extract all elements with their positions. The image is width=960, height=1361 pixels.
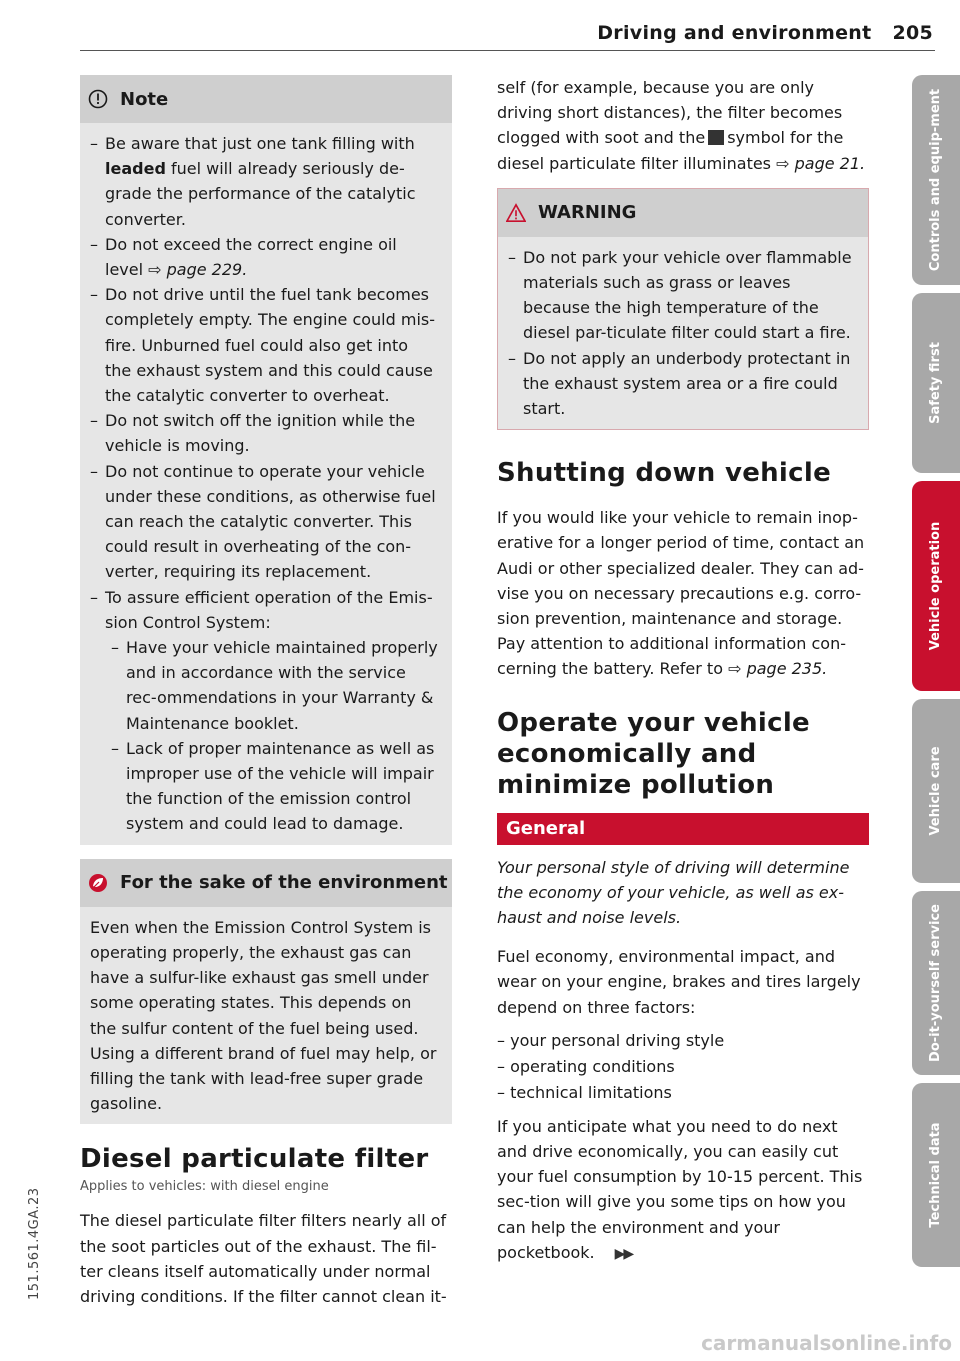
- warning-title: WARNING: [498, 189, 868, 237]
- right-column: [497, 75, 869, 1267]
- list-item: – technical limitations: [497, 1080, 869, 1106]
- continue-arrow-icon: ▶▶: [614, 1245, 633, 1262]
- general-bar: General: [497, 813, 869, 845]
- diesel-text-continued: self (for example, because you are only driving short distances), the filter becomes clogged with soot and the symbol for the diesel particulate filter illuminates ⇨ page 21.: [497, 78, 866, 173]
- environment-title: For the sake of the environment: [80, 859, 452, 907]
- list-item: – operating conditions: [497, 1054, 869, 1080]
- environment-text: Even when the Emission Control System is operating properly, the exhaust gas can have a sulfur-like exhaust gas smell under some operating states. This depends on the sulfur content of the fuel being used. Using a different brand of fuel may help, or filling the tank with lead-free super grade gasoline.: [90, 917, 437, 1114]
- page-reference-link[interactable]: ⇨ page 235.: [728, 659, 828, 679]
- watermark: carmanualsonline.info: [701, 1331, 952, 1355]
- list-subitem: – Have your vehicle maintained properly and in accordance with the service rec-ommendations in your Warranty & Maintenance booklet.: [90, 635, 438, 736]
- tab-vehicle-care[interactable]: Vehicle care: [912, 699, 960, 883]
- list-item: – To assure efficient operation of the Emis-sion Control System:: [90, 585, 438, 635]
- leaf-icon: [88, 873, 108, 893]
- header-divider: [80, 50, 935, 51]
- factors-list: [497, 1028, 869, 1106]
- list-item: – Do not apply an underbody protectant in the exhaust system area or a fire could start.: [508, 346, 854, 422]
- list-item: – Do not exceed the correct engine oil level ⇨ page 229.: [90, 232, 438, 282]
- page-number: 205: [892, 22, 933, 44]
- warning-box: [497, 188, 869, 430]
- tab-technical-data[interactable]: Technical data: [912, 1083, 960, 1267]
- info-circle-icon: [88, 89, 108, 109]
- list-item: – Do not switch off the ignition while the vehicle is moving.: [90, 408, 438, 458]
- warning-list: [508, 245, 854, 421]
- note-list: [90, 131, 438, 837]
- list-item: – your personal driving style: [497, 1028, 869, 1054]
- left-column: [80, 75, 452, 1309]
- diesel-heading: Diesel particulate filter: [80, 1144, 429, 1175]
- operate-heading: Operate your vehicle economically and minimize pollution: [497, 707, 810, 800]
- note-title: Note: [80, 75, 452, 123]
- margin-code: 151.561.4GA.23: [27, 1187, 42, 1300]
- list-item: – Do not drive until the fuel tank becomes completely empty. The engine could mis-fire. Unburned fuel could also get into the exhaust system and this could cause the catalytic converter to overheat.: [90, 282, 438, 408]
- list-item: – Do not park your vehicle over flammable materials such as grass or leaves because the high temperature of the diesel par-ticulate filter could start a fire.: [508, 245, 854, 346]
- page-header: [597, 22, 933, 44]
- environment-box: [80, 859, 452, 1125]
- list-item: – Do not continue to operate your vehicle under these conditions, as otherwise fuel can reach the catalytic converter. This could result in overheating of the con-verter, requiring its replacement.: [90, 459, 438, 585]
- section-title: Driving and environment: [597, 22, 872, 44]
- page-reference-link[interactable]: ⇨ page 229.: [148, 260, 248, 280]
- diesel-text: The diesel particulate filter filters nearly all of the soot particles out of the exhaust. The fil-ter cleans itself automatically under normal driving conditions. If the filter cannot clean it-: [80, 1211, 447, 1306]
- tab-controls[interactable]: Controls and equip-ment: [912, 75, 960, 285]
- warning-triangle-icon: [506, 203, 526, 223]
- diesel-filter-symbol-icon: [708, 130, 724, 145]
- tab-safety[interactable]: Safety first: [912, 293, 960, 473]
- shutting-text: If you would like your vehicle to remain inop-erative for a longer period of time, contact an Audi or other specialized dealer. They can ad-vise you on necessary precautions e.g. corro-sion prevention, maintenance and storage. Pay attention to additional information con-cerning the battery. Refer to ⇨ page 235.: [497, 508, 865, 679]
- operate-text2: If you anticipate what you need to do next and drive economically, you can easily cut your fuel consumption by 10-15 percent. This sec-tion will give you some tips on how you can help the environment and your pocketbook. ▶▶: [497, 1114, 869, 1267]
- shutting-heading: Shutting down vehicle: [497, 458, 832, 489]
- page-reference-link[interactable]: ⇨ page 21.: [776, 153, 866, 173]
- operate-intro: Your personal style of driving will determine the economy of your vehicle, as well as ex-haust and noise levels.: [497, 857, 850, 928]
- tab-do-it-yourself[interactable]: Do-it-yourself service: [912, 891, 960, 1075]
- list-item: – Be aware that just one tank filling with leaded fuel will already seriously de-grade the performance of the catalytic converter.: [90, 131, 438, 232]
- operate-text1: Fuel economy, environmental impact, and wear on your engine, brakes and tires largely depend on three factors:: [497, 947, 861, 1017]
- note-box: [80, 75, 452, 845]
- tab-vehicle-operation[interactable]: Vehicle operation: [912, 481, 960, 691]
- applies-note: Applies to vehicles: with diesel engine: [80, 1179, 329, 1195]
- list-subitem: – Lack of proper maintenance as well as improper use of the vehicle will impair the function of the emission control system and could lead to damage.: [90, 736, 438, 837]
